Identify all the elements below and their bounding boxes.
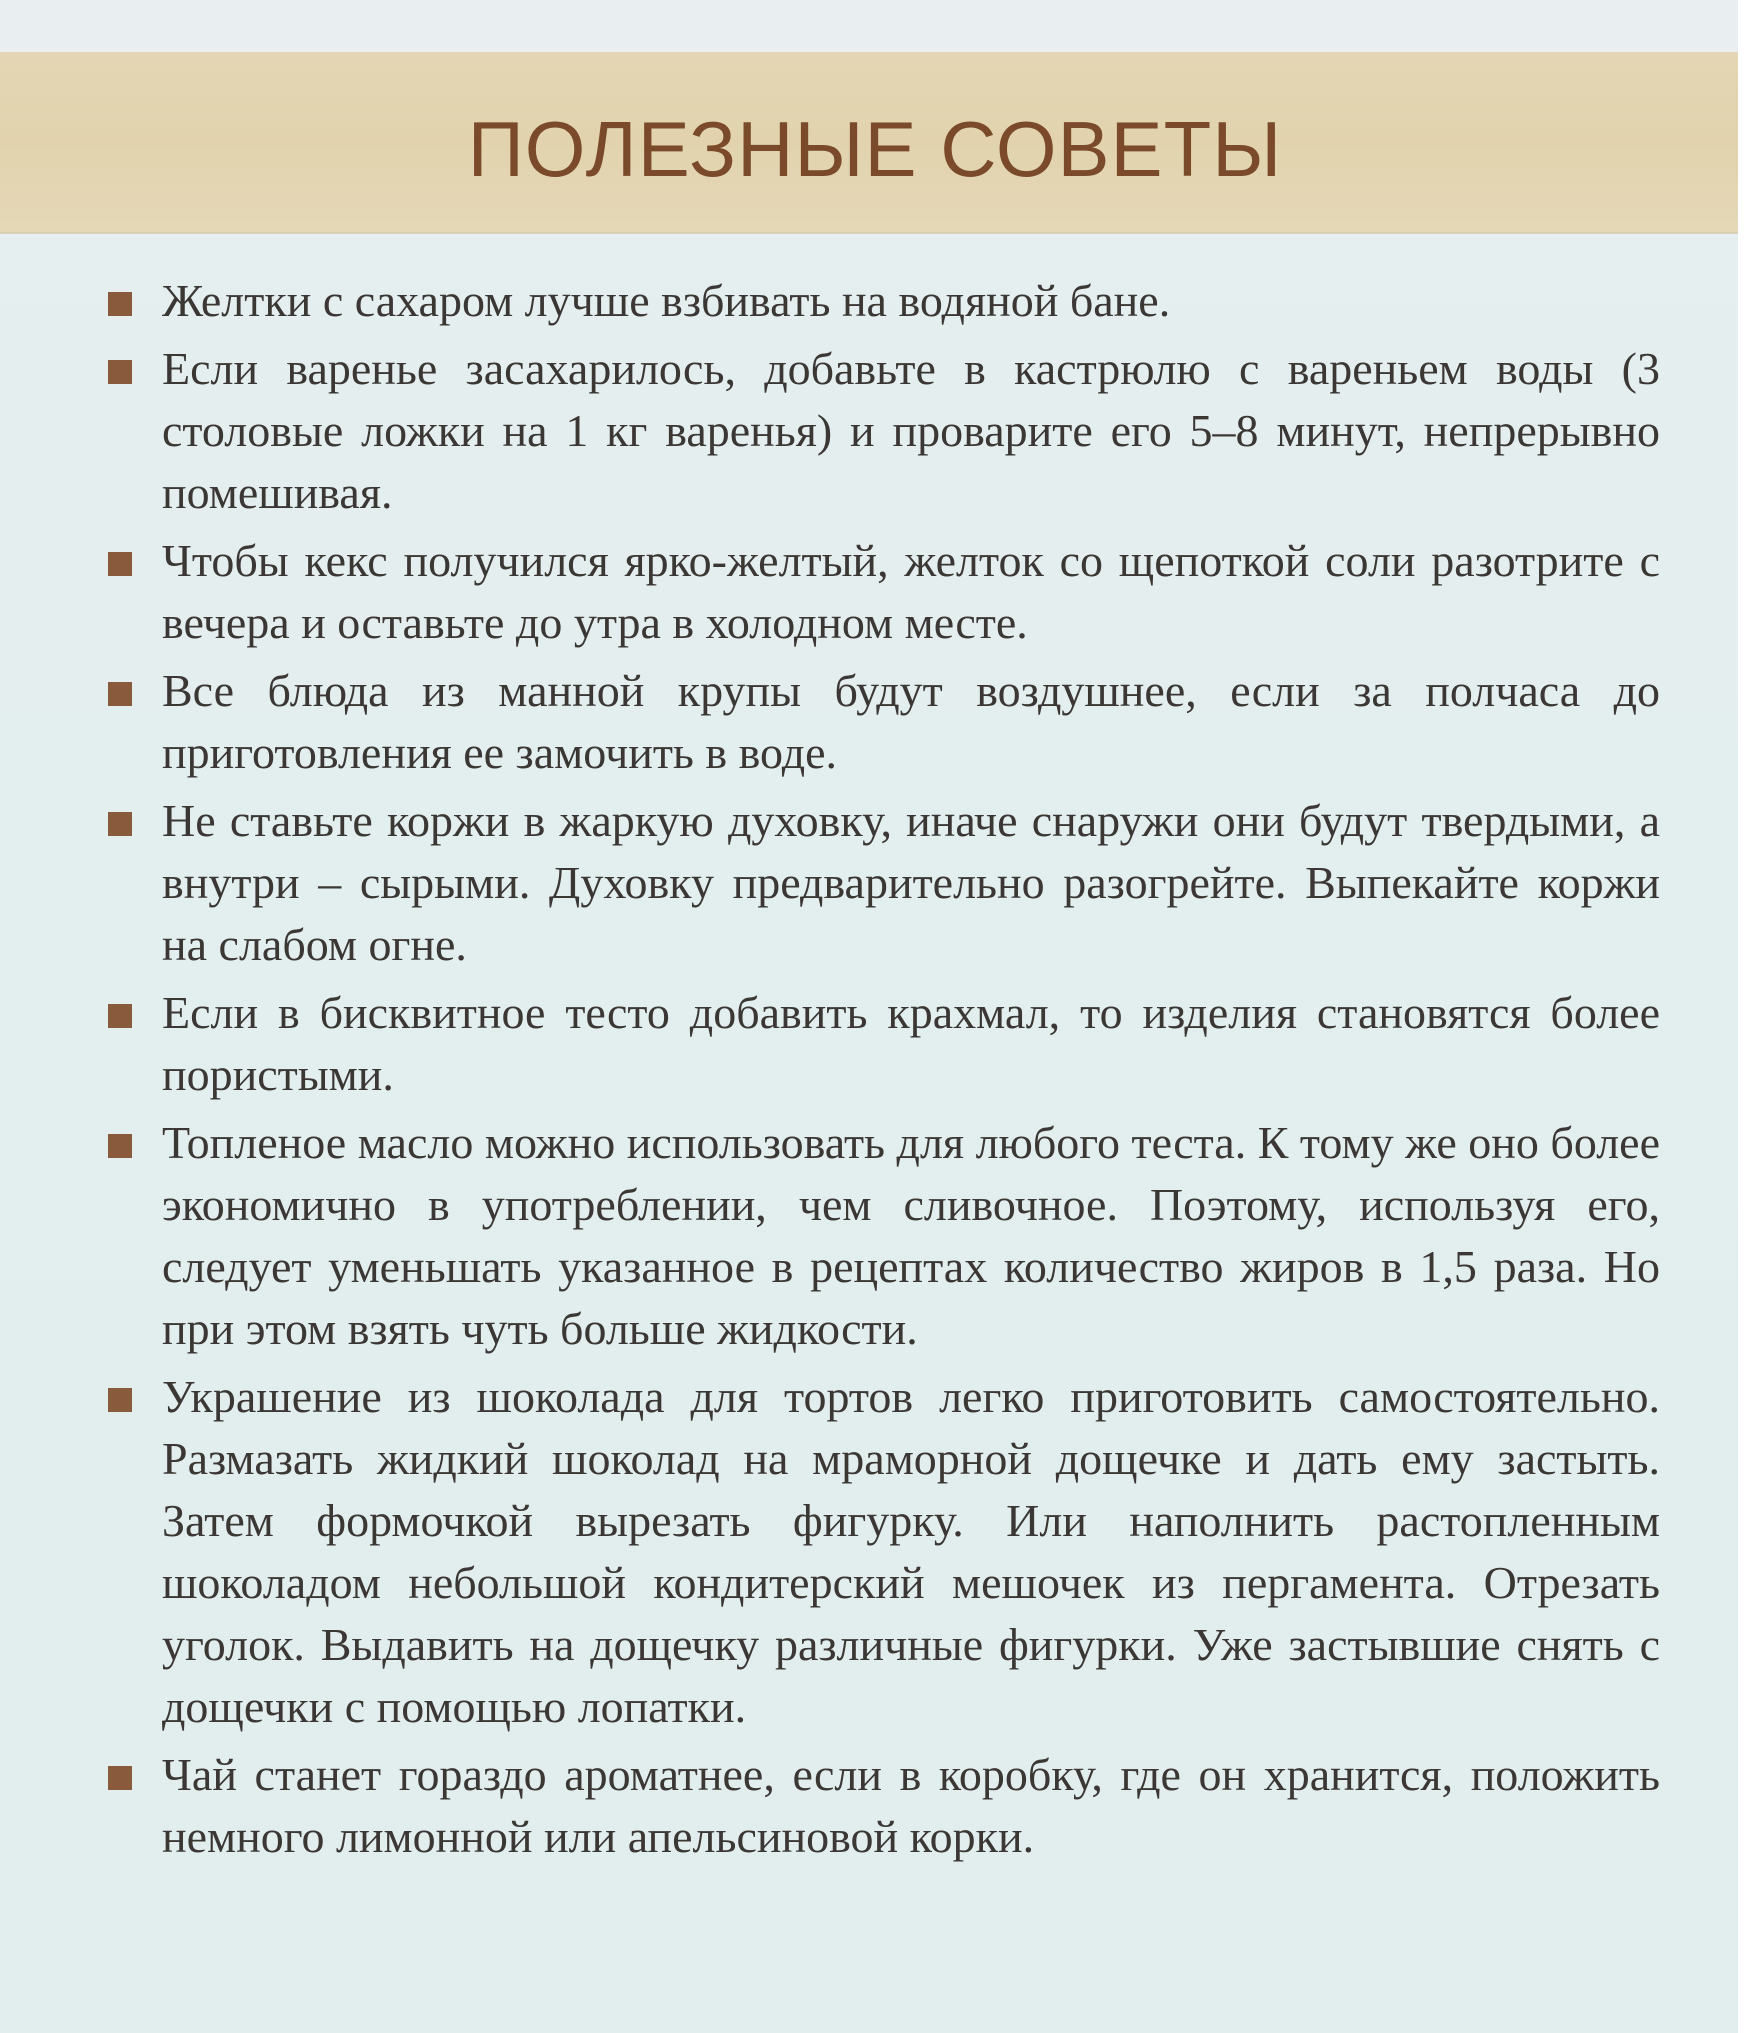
square-bullet-icon	[108, 812, 132, 836]
tip-item	[100, 660, 1660, 784]
tip-item	[100, 1744, 1660, 1868]
tip-text: Украшение из шоколада для тортов легко приготовить самостоятельно. Размазать жидкий шоколад на мраморной дощечке и дать ему застыть. Затем формочкой вырезать фигурку. Или наполнить растопленным шоколадом небольшой кондитерский мешочек из пергамента. Отрезать уголок. Выдавить на дощечку различные фигурки. Уже застывшие снять с дощечки с помощью лопатки.	[162, 1371, 1660, 1732]
tip-text: Чтобы кекс получился ярко-желтый, желток со щепоткой соли разотрите с вечера и оставьте до утра в холодном месте.	[162, 535, 1660, 648]
tip-item	[100, 338, 1660, 524]
top-margin	[0, 0, 1750, 52]
square-bullet-icon	[108, 292, 132, 316]
right-page-edge	[1738, 0, 1750, 2033]
tip-item	[100, 1366, 1660, 1738]
square-bullet-icon	[108, 1766, 132, 1790]
tips-list	[100, 270, 1660, 1868]
tip-item	[100, 270, 1660, 332]
square-bullet-icon	[108, 1134, 132, 1158]
page-title: ПОЛЕЗНЫЕ СОВЕТЫ	[467, 104, 1283, 193]
square-bullet-icon	[108, 552, 132, 576]
tip-item	[100, 530, 1660, 654]
square-bullet-icon	[108, 682, 132, 706]
square-bullet-icon	[108, 360, 132, 384]
tip-text: Если в бисквитное тесто добавить крахмал, то изделия становятся более пористыми.	[162, 987, 1660, 1100]
tip-text: Желтки с сахаром лучше взбивать на водяной бане.	[162, 275, 1171, 326]
square-bullet-icon	[108, 1388, 132, 1412]
tip-item	[100, 1112, 1660, 1360]
square-bullet-icon	[108, 1004, 132, 1028]
tip-text: Если варенье засахарилось, добавьте в кастрюлю с вареньем воды (3 столовые ложки на 1 кг варенья) и проварите его 5–8 минут, непрерывно помешивая.	[162, 343, 1660, 518]
tip-text: Не ставьте коржи в жаркую духовку, иначе снаружи они будут твердыми, а внутри – сырыми. Духовку предварительно разогрейте. Выпекайте коржи на слабом огне.	[162, 795, 1660, 970]
tip-text: Топленое масло можно использовать для любого теста. К тому же оно более экономично в употреблении, чем сливочное. Поэтому, используя его, следует уменьшать указанное в рецептах количество жиров в 1,5 раза. Но при этом взять чуть больше жидкости.	[162, 1117, 1660, 1354]
tip-text: Чай станет гораздо ароматнее, если в коробку, где он хранится, положить немного лимонной или апельсиновой корки.	[162, 1749, 1660, 1862]
tip-text: Все блюда из манной крупы будут воздушнее, если за полчаса до приготовления ее замочить в воде.	[162, 665, 1660, 778]
tips-content	[100, 270, 1660, 1874]
tip-item	[100, 982, 1660, 1106]
title-band	[0, 52, 1750, 234]
tip-item	[100, 790, 1660, 976]
